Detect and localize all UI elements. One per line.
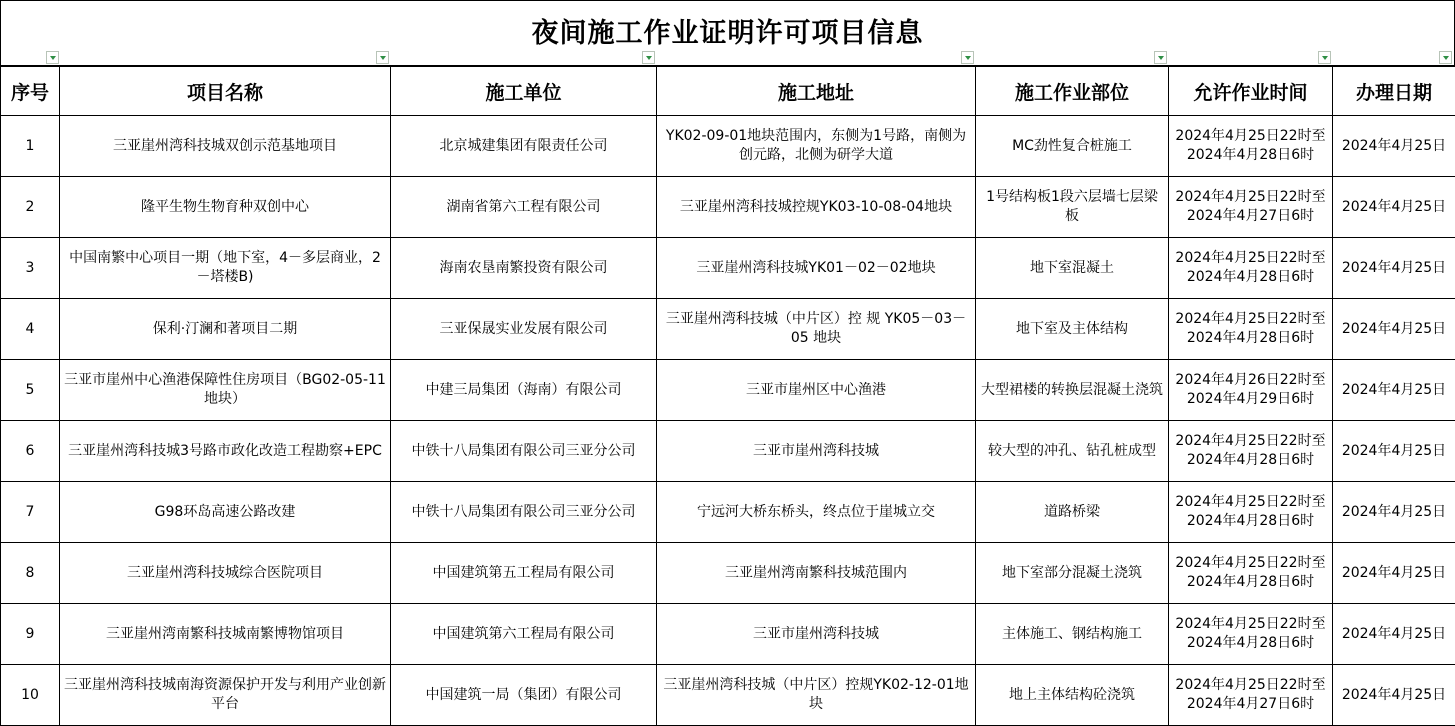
header-cell-project-name[interactable]: 项目名称: [60, 67, 391, 116]
filter-dropdown-icon[interactable]: [642, 51, 655, 64]
cell-work-part[interactable]: 道路桥梁: [976, 482, 1169, 543]
cell-contractor[interactable]: 海南农垦南繁投资有限公司: [391, 238, 657, 299]
header-cell-address[interactable]: 施工地址: [657, 67, 976, 116]
cell-project-name[interactable]: 三亚崖州湾科技城双创示范基地项目: [60, 116, 391, 177]
cell-project-name[interactable]: 保利·汀澜和著项目二期: [60, 299, 391, 360]
table-row: [1, 238, 1455, 299]
cell-date[interactable]: 2024年4月25日: [1333, 665, 1455, 726]
cell-address[interactable]: 宁远河大桥东桥头，终点位于崖城立交: [657, 482, 976, 543]
cell-date[interactable]: 2024年4月25日: [1333, 482, 1455, 543]
filter-dropdown-icon[interactable]: [1318, 51, 1331, 64]
cell-project-name[interactable]: 三亚市崖州中心渔港保障性住房项目（BG02-05-11地块）: [60, 360, 391, 421]
cell-project-name[interactable]: 中国南繁中心项目一期（地下室，4－多层商业，2－塔楼B): [60, 238, 391, 299]
header-cell-work-part[interactable]: 施工作业部位: [976, 67, 1169, 116]
cell-work-part[interactable]: 1号结构板1段六层墙七层梁板: [976, 177, 1169, 238]
table-row: [1, 543, 1455, 604]
cell-address[interactable]: 三亚市崖州湾科技城: [657, 604, 976, 665]
cell-contractor[interactable]: 中国建筑第六工程局有限公司: [391, 604, 657, 665]
cell-project-name[interactable]: 三亚崖州湾科技城南海资源保护开发与利用产业创新平台: [60, 665, 391, 726]
table-row: [1, 360, 1455, 421]
title-cell[interactable]: [0, 0, 1455, 66]
table-row: [1, 299, 1455, 360]
cell-project-name[interactable]: 隆平生物生物育种双创中心: [60, 177, 391, 238]
cell-work-part[interactable]: 地下室部分混凝土浇筑: [976, 543, 1169, 604]
cell-contractor[interactable]: 中铁十八局集团有限公司三亚分公司: [391, 421, 657, 482]
cell-allowed-time[interactable]: 2024年4月25日22时至2024年4月28日6时: [1169, 543, 1333, 604]
cell-date[interactable]: 2024年4月25日: [1333, 177, 1455, 238]
cell-index[interactable]: 6: [1, 421, 60, 482]
cell-work-part[interactable]: 主体施工、钢结构施工: [976, 604, 1169, 665]
cell-allowed-time[interactable]: 2024年4月25日22时至2024年4月28日6时: [1169, 238, 1333, 299]
cell-index[interactable]: 7: [1, 482, 60, 543]
cell-date[interactable]: 2024年4月25日: [1333, 238, 1455, 299]
cell-contractor[interactable]: 中建三局集团（海南）有限公司: [391, 360, 657, 421]
cell-address[interactable]: 三亚市崖州湾科技城: [657, 421, 976, 482]
filter-dropdown-icon[interactable]: [1439, 51, 1452, 64]
cell-contractor[interactable]: 中国建筑一局（集团）有限公司: [391, 665, 657, 726]
cell-index[interactable]: 2: [1, 177, 60, 238]
cell-allowed-time[interactable]: 2024年4月25日22时至2024年4月28日6时: [1169, 421, 1333, 482]
cell-allowed-time[interactable]: 2024年4月25日22时至2024年4月27日6时: [1169, 177, 1333, 238]
cell-index[interactable]: 3: [1, 238, 60, 299]
table-body: [1, 116, 1455, 726]
cell-date[interactable]: 2024年4月25日: [1333, 116, 1455, 177]
cell-contractor[interactable]: 中铁十八局集团有限公司三亚分公司: [391, 482, 657, 543]
filter-dropdown-icon[interactable]: [961, 51, 974, 64]
table-row: [1, 421, 1455, 482]
cell-index[interactable]: 4: [1, 299, 60, 360]
cell-work-part[interactable]: 大型裙楼的转换层混凝土浇筑: [976, 360, 1169, 421]
cell-index[interactable]: 10: [1, 665, 60, 726]
header-cell-allowed-time[interactable]: 允许作业时间: [1169, 67, 1333, 116]
cell-date[interactable]: 2024年4月25日: [1333, 421, 1455, 482]
cell-work-part[interactable]: MC劲性复合桩施工: [976, 116, 1169, 177]
header-cell-contractor[interactable]: 施工单位: [391, 67, 657, 116]
cell-project-name[interactable]: 三亚崖州湾科技城综合医院项目: [60, 543, 391, 604]
cell-project-name[interactable]: G98环岛高速公路改建: [60, 482, 391, 543]
page-title: 夜间施工作业证明许可项目信息: [531, 17, 924, 49]
project-table: [0, 66, 1455, 726]
cell-allowed-time[interactable]: 2024年4月25日22时至2024年4月28日6时: [1169, 116, 1333, 177]
cell-date[interactable]: 2024年4月25日: [1333, 543, 1455, 604]
cell-contractor[interactable]: 湖南省第六工程有限公司: [391, 177, 657, 238]
cell-allowed-time[interactable]: 2024年4月25日22时至2024年4月28日6时: [1169, 482, 1333, 543]
cell-date[interactable]: 2024年4月25日: [1333, 299, 1455, 360]
filter-dropdown-icon[interactable]: [46, 51, 59, 64]
cell-index[interactable]: 8: [1, 543, 60, 604]
filter-dropdown-icon[interactable]: [376, 51, 389, 64]
cell-allowed-time[interactable]: 2024年4月25日22时至2024年4月28日6时: [1169, 299, 1333, 360]
table-row: [1, 116, 1455, 177]
cell-contractor[interactable]: 北京城建集团有限责任公司: [391, 116, 657, 177]
table-row: [1, 665, 1455, 726]
cell-address[interactable]: YK02-09-01地块范围内，东侧为1号路，南侧为创元路，北侧为研学大道: [657, 116, 976, 177]
cell-allowed-time[interactable]: 2024年4月25日22时至2024年4月27日6时: [1169, 665, 1333, 726]
cell-contractor[interactable]: 三亚保晟实业发展有限公司: [391, 299, 657, 360]
table-row: [1, 482, 1455, 543]
cell-date[interactable]: 2024年4月25日: [1333, 360, 1455, 421]
header-row: [1, 67, 1455, 116]
cell-address[interactable]: 三亚崖州湾科技城YK01－02－02地块: [657, 238, 976, 299]
cell-work-part[interactable]: 较大型的冲孔、钻孔桩成型: [976, 421, 1169, 482]
header-cell-date[interactable]: 办理日期: [1333, 67, 1455, 116]
cell-work-part[interactable]: 地上主体结构砼浇筑: [976, 665, 1169, 726]
filter-dropdown-icon[interactable]: [1154, 51, 1167, 64]
cell-address[interactable]: 三亚崖州湾科技城（中片区）控规YK02-12-01地块: [657, 665, 976, 726]
cell-index[interactable]: 1: [1, 116, 60, 177]
cell-work-part[interactable]: 地下室及主体结构: [976, 299, 1169, 360]
cell-index[interactable]: 5: [1, 360, 60, 421]
cell-contractor[interactable]: 中国建筑第五工程局有限公司: [391, 543, 657, 604]
cell-allowed-time[interactable]: 2024年4月25日22时至2024年4月28日6时: [1169, 604, 1333, 665]
cell-project-name[interactable]: 三亚崖州湾科技城3号路市政化改造工程勘察+EPC: [60, 421, 391, 482]
cell-address[interactable]: 三亚崖州湾科技城控规YK03-10-08-04地块: [657, 177, 976, 238]
cell-address[interactable]: 三亚崖州湾南繁科技城范围内: [657, 543, 976, 604]
cell-address[interactable]: 三亚崖州湾科技城（中片区）控 规 YK05－03－05 地块: [657, 299, 976, 360]
cell-work-part[interactable]: 地下室混凝土: [976, 238, 1169, 299]
cell-project-name[interactable]: 三亚崖州湾南繁科技城南繁博物馆项目: [60, 604, 391, 665]
cell-index[interactable]: 9: [1, 604, 60, 665]
cell-date[interactable]: 2024年4月25日: [1333, 604, 1455, 665]
cell-allowed-time[interactable]: 2024年4月26日22时至2024年4月29日6时: [1169, 360, 1333, 421]
table-row: [1, 177, 1455, 238]
table-row: [1, 604, 1455, 665]
header-cell-index[interactable]: 序号: [1, 67, 60, 116]
cell-address[interactable]: 三亚市崖州区中心渔港: [657, 360, 976, 421]
